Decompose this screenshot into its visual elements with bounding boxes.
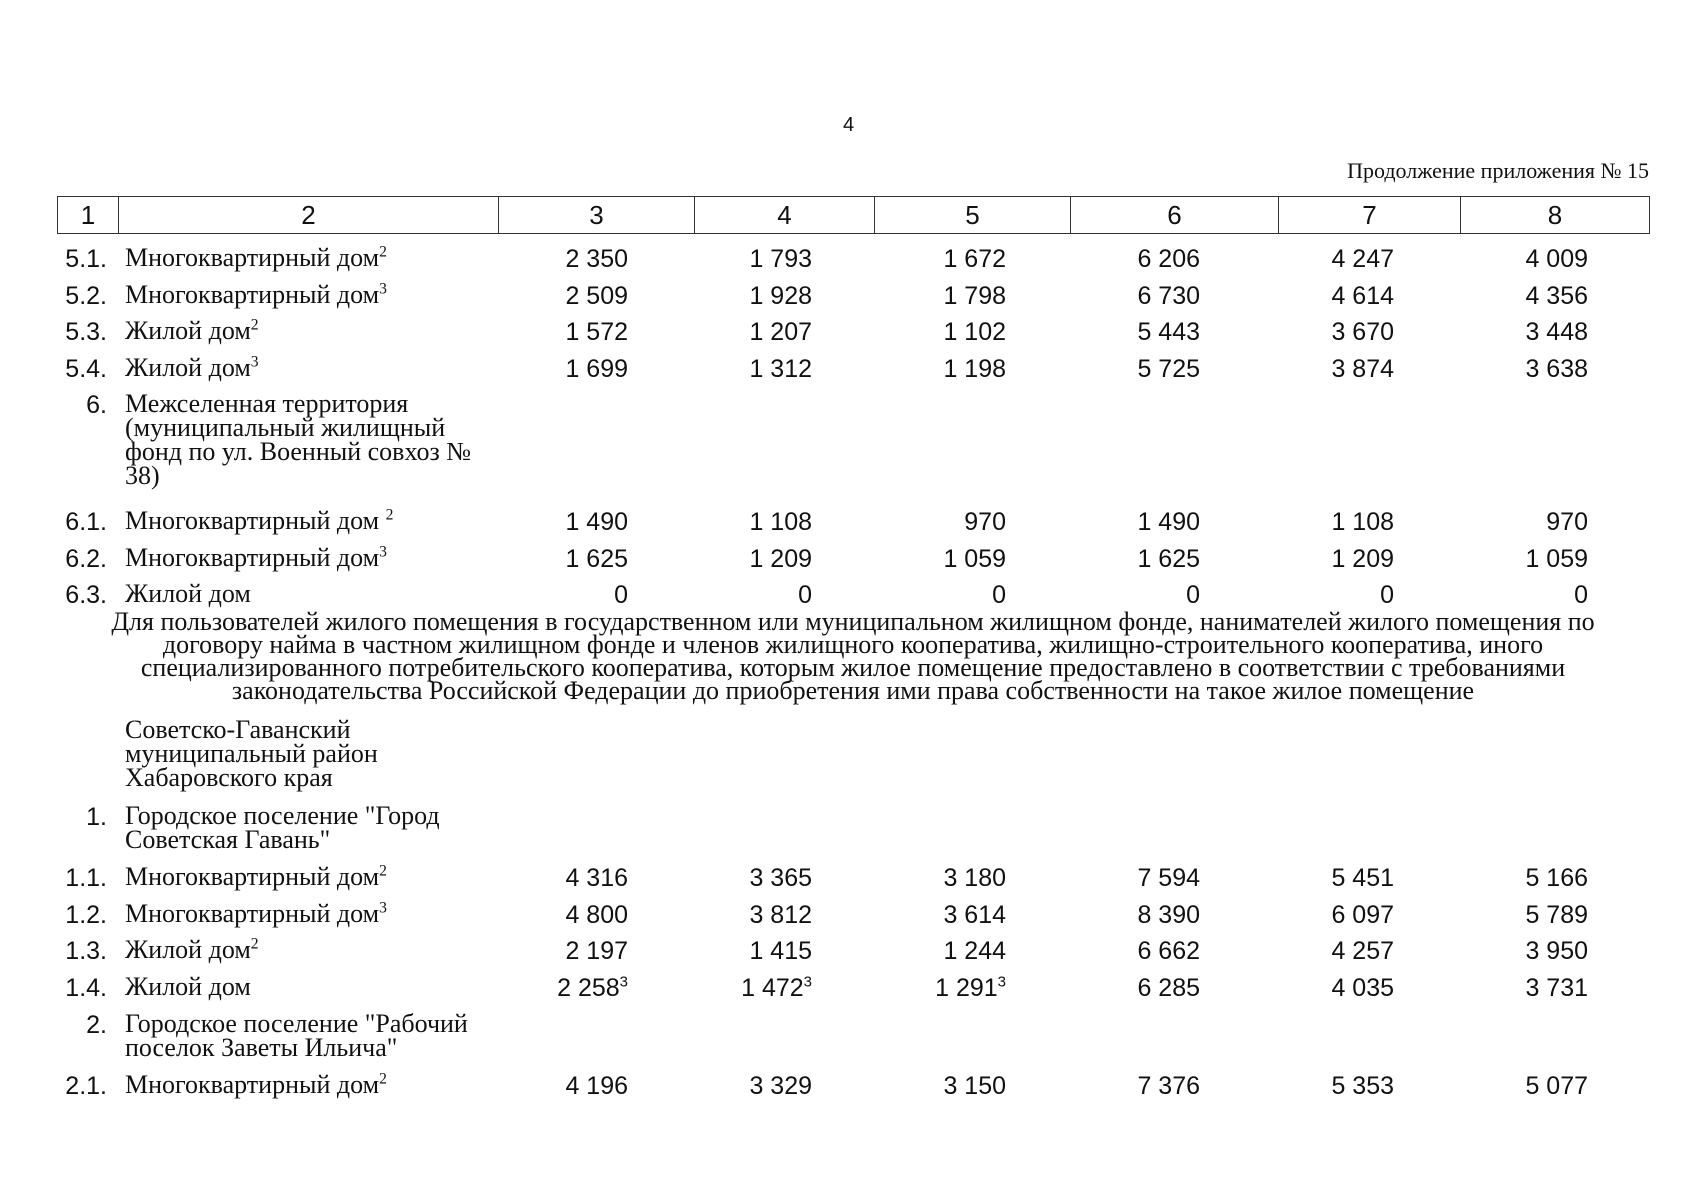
value-text: 3 150 xyxy=(943,1072,1006,1100)
value-cell xyxy=(1040,975,1200,1001)
value-cell xyxy=(468,938,628,964)
row-number: 1.4. xyxy=(65,974,107,1002)
value-cell xyxy=(468,975,628,1001)
column-header-table xyxy=(57,196,1650,234)
value-text: 3 874 xyxy=(1331,355,1394,383)
value-text: 3 329 xyxy=(749,1072,812,1100)
section-description: Для пользователей жилого помещения в государственном или муниципальном жилищном фонде, нанимателей жилого помещения по договору найма в частном жилищном фонде и членов жилищного кооператива, жилищно-строительного кооператива, иного специализированного потребительского кооператива, которым жилое помещение предоставлено в соответствии с требованиями законодательства Российской Федерации до приобретения ими права собственности на такое жилое помещение xyxy=(111,607,1595,705)
value-cell xyxy=(652,975,812,1001)
value-cell xyxy=(1428,283,1588,309)
value-cell xyxy=(846,865,1006,891)
value-text: 4 009 xyxy=(1525,245,1588,273)
row-name-text: Жилой дом xyxy=(125,353,251,382)
footnote-marker: 2 xyxy=(250,935,259,953)
value-text: 4 035 xyxy=(1331,974,1394,1002)
footnote-marker: 2 xyxy=(250,316,259,334)
value-cell xyxy=(1040,283,1200,309)
footnote-marker: 2 xyxy=(379,1070,387,1088)
value-text: 6 662 xyxy=(1137,937,1200,965)
row-name-text: Советско-Гаванский муниципальный район Хабаровского края xyxy=(125,715,378,792)
value-cell xyxy=(1234,582,1394,608)
value-cell xyxy=(1234,319,1394,345)
value-text: 1 490 xyxy=(1137,508,1200,536)
value-cell xyxy=(846,902,1006,928)
value-text: 2 350 xyxy=(565,245,628,273)
value-cell xyxy=(468,509,628,535)
value-cell xyxy=(1428,246,1588,272)
value-cell xyxy=(1040,865,1200,891)
column-header-cell: 1 xyxy=(58,197,119,234)
row-number: 5.4. xyxy=(65,355,107,383)
value-text: 3 614 xyxy=(943,901,1006,929)
row-name xyxy=(125,280,495,309)
value-cell xyxy=(846,1073,1006,1099)
footnote-marker: 3 xyxy=(379,280,387,298)
value-cell xyxy=(1428,1073,1588,1099)
value-cell xyxy=(652,509,812,535)
value-cell xyxy=(1428,975,1588,1001)
row-number: 1.1. xyxy=(65,864,107,892)
row-name xyxy=(125,579,495,608)
value-text: 1 209 xyxy=(749,545,812,573)
footnote-marker: 3 xyxy=(997,973,1006,991)
footnote-marker: 3 xyxy=(619,973,628,991)
value-cell xyxy=(1234,865,1394,891)
value-cell xyxy=(1040,246,1200,272)
row-number: 2. xyxy=(86,1011,107,1039)
row-name-text: Многоквартирный дом xyxy=(125,506,386,535)
row-number: 2.1. xyxy=(65,1072,107,1100)
value-cell xyxy=(652,1073,812,1099)
row-number: 1.3. xyxy=(65,937,107,965)
value-text: 4 257 xyxy=(1331,937,1394,965)
value-text: 1 798 xyxy=(943,282,1006,310)
value-cell xyxy=(652,356,812,382)
column-header-cell: 4 xyxy=(695,197,875,234)
column-header-cell: 5 xyxy=(875,197,1071,234)
row-number: 5.3. xyxy=(65,318,107,346)
footnote-marker: 2 xyxy=(379,243,387,261)
value-text: 3 448 xyxy=(1525,318,1588,346)
value-text: 1 415 xyxy=(749,937,812,965)
column-header-cell: 8 xyxy=(1461,197,1650,234)
value-text: 1 625 xyxy=(565,545,628,573)
value-cell xyxy=(1040,1073,1200,1099)
value-text: 1 699 xyxy=(565,355,628,383)
row-number: 5.2. xyxy=(65,282,107,310)
row-name xyxy=(125,862,495,891)
value-text: 970 xyxy=(964,508,1006,536)
row-name-text: Многоквартирный дом xyxy=(125,1070,380,1099)
value-text: 970 xyxy=(1546,508,1588,536)
value-cell xyxy=(1234,975,1394,1001)
value-cell xyxy=(846,938,1006,964)
value-text: 1 472 xyxy=(741,974,804,1002)
column-header-cell: 6 xyxy=(1071,197,1279,234)
value-text: 3 638 xyxy=(1525,355,1588,383)
value-cell xyxy=(652,283,812,309)
value-cell xyxy=(468,902,628,928)
value-cell xyxy=(1040,546,1200,572)
value-cell xyxy=(652,319,812,345)
value-cell xyxy=(652,246,812,272)
row-name-text: Жилой дом xyxy=(125,972,251,1001)
value-cell xyxy=(1234,1073,1394,1099)
value-cell xyxy=(652,865,812,891)
value-text: 3 950 xyxy=(1525,937,1588,965)
row-name xyxy=(125,353,495,382)
value-cell xyxy=(1428,865,1588,891)
value-text: 1 490 xyxy=(565,508,628,536)
footnote-marker: 3 xyxy=(379,899,387,917)
value-text: 4 800 xyxy=(565,901,628,929)
value-text: 1 793 xyxy=(749,245,812,273)
value-text: 1 625 xyxy=(1137,545,1200,573)
value-cell xyxy=(846,283,1006,309)
value-text: 6 206 xyxy=(1137,245,1200,273)
value-text: 5 725 xyxy=(1137,355,1200,383)
column-header-row xyxy=(58,197,1650,234)
value-text: 3 812 xyxy=(749,901,812,929)
value-text: 1 244 xyxy=(943,937,1006,965)
row-number: 1.2. xyxy=(65,901,107,929)
value-cell xyxy=(1234,902,1394,928)
value-text: 6 730 xyxy=(1137,282,1200,310)
value-text: 5 443 xyxy=(1137,318,1200,346)
row-name-text: Городское поселение "Город Советская Гавань" xyxy=(125,801,440,854)
row-name xyxy=(125,1009,495,1062)
value-text: 3 670 xyxy=(1331,318,1394,346)
row-name-text: Жилой дом xyxy=(125,935,251,964)
value-cell xyxy=(1234,509,1394,535)
value-cell xyxy=(1428,509,1588,535)
value-cell xyxy=(652,938,812,964)
row-name-text: Городское поселение "Рабочий поселок Заветы Ильича" xyxy=(125,1009,468,1062)
value-text: 2 258 xyxy=(557,974,620,1002)
value-text: 2 197 xyxy=(565,937,628,965)
value-text: 1 207 xyxy=(749,318,812,346)
row-name-text: Многоквартирный дом xyxy=(125,280,380,309)
value-text: 1 198 xyxy=(943,355,1006,383)
value-text: 5 353 xyxy=(1331,1072,1394,1100)
value-cell xyxy=(1040,319,1200,345)
value-cell xyxy=(1428,582,1588,608)
value-cell xyxy=(846,356,1006,382)
row-name xyxy=(125,801,495,854)
value-cell xyxy=(652,546,812,572)
value-text: 1 059 xyxy=(1525,545,1588,573)
row-name-text: Жилой дом xyxy=(125,579,251,608)
value-text: 1 108 xyxy=(1331,508,1394,536)
value-cell xyxy=(846,546,1006,572)
row-name-text: Многоквартирный дом xyxy=(125,243,380,272)
value-cell xyxy=(1040,938,1200,964)
row-name xyxy=(125,389,495,490)
value-text: 4 356 xyxy=(1525,282,1588,310)
row-name xyxy=(125,715,495,792)
value-text: 8 390 xyxy=(1137,901,1200,929)
value-text: 0 xyxy=(798,581,812,609)
value-text: 1 102 xyxy=(943,318,1006,346)
value-text: 1 312 xyxy=(749,355,812,383)
value-cell xyxy=(468,356,628,382)
row-name xyxy=(125,506,495,535)
row-name xyxy=(125,935,495,964)
value-text: 4 196 xyxy=(565,1072,628,1100)
footnote-marker: 2 xyxy=(379,862,387,880)
value-text: 3 365 xyxy=(749,864,812,892)
value-text: 4 316 xyxy=(565,864,628,892)
column-header-cell: 3 xyxy=(499,197,695,234)
value-text: 2 509 xyxy=(565,282,628,310)
value-text: 5 451 xyxy=(1331,864,1394,892)
value-cell xyxy=(1234,246,1394,272)
value-cell xyxy=(846,582,1006,608)
value-text: 5 166 xyxy=(1525,864,1588,892)
value-text: 6 097 xyxy=(1331,901,1394,929)
row-number: 6.3. xyxy=(65,581,107,609)
value-cell xyxy=(468,865,628,891)
footnote-marker: 3 xyxy=(803,973,812,991)
row-number: 1. xyxy=(86,803,107,831)
value-text: 0 xyxy=(1574,581,1588,609)
value-cell xyxy=(468,319,628,345)
row-name xyxy=(125,543,495,572)
value-text: 4 614 xyxy=(1331,282,1394,310)
value-cell xyxy=(468,246,628,272)
value-text: 1 291 xyxy=(935,974,998,1002)
value-cell xyxy=(1428,319,1588,345)
value-text: 0 xyxy=(992,581,1006,609)
value-text: 1 672 xyxy=(943,245,1006,273)
value-cell xyxy=(652,902,812,928)
value-cell xyxy=(1428,356,1588,382)
row-number: 6. xyxy=(86,391,107,419)
value-text: 1 059 xyxy=(943,545,1006,573)
row-name-text: Многоквартирный дом xyxy=(125,543,380,572)
value-text: 1 108 xyxy=(749,508,812,536)
value-cell xyxy=(1040,509,1200,535)
value-text: 1 572 xyxy=(565,318,628,346)
column-header-cell: 2 xyxy=(119,197,499,234)
value-text: 7 594 xyxy=(1137,864,1200,892)
value-cell xyxy=(1234,283,1394,309)
value-text: 0 xyxy=(1380,581,1394,609)
footnote-marker: 2 xyxy=(385,506,394,524)
value-cell xyxy=(1428,902,1588,928)
column-header-cell: 7 xyxy=(1279,197,1461,234)
value-cell xyxy=(1040,356,1200,382)
row-name xyxy=(125,316,495,345)
row-name-text: Межселенная территория (муниципальный жилищный фонд по ул. Военный совхоз № 38) xyxy=(125,389,472,490)
value-text: 1 209 xyxy=(1331,545,1394,573)
row-name xyxy=(125,243,495,272)
row-number: 5.1. xyxy=(65,245,107,273)
value-cell xyxy=(846,246,1006,272)
row-name xyxy=(125,1070,495,1099)
value-cell xyxy=(468,546,628,572)
page-number: 4 xyxy=(842,114,855,136)
row-name xyxy=(125,972,495,1001)
value-cell xyxy=(1040,582,1200,608)
row-name-text: Жилой дом xyxy=(125,316,251,345)
value-cell xyxy=(846,975,1006,1001)
value-cell xyxy=(1234,938,1394,964)
value-text: 0 xyxy=(614,581,628,609)
value-text: 0 xyxy=(1186,581,1200,609)
value-cell xyxy=(1234,356,1394,382)
value-text: 3 180 xyxy=(943,864,1006,892)
continuation-label: Продолжение приложения № 15 xyxy=(1347,158,1649,183)
value-cell xyxy=(1234,546,1394,572)
footnote-marker: 3 xyxy=(379,543,387,561)
value-text: 5 789 xyxy=(1525,901,1588,929)
value-text: 3 731 xyxy=(1525,974,1588,1002)
value-cell xyxy=(846,319,1006,345)
value-cell xyxy=(468,1073,628,1099)
row-name-text: Многоквартирный дом xyxy=(125,862,380,891)
value-cell xyxy=(1428,938,1588,964)
value-text: 5 077 xyxy=(1525,1072,1588,1100)
row-number: 6.1. xyxy=(65,508,107,536)
row-name xyxy=(125,899,495,928)
value-cell xyxy=(468,283,628,309)
value-text: 7 376 xyxy=(1137,1072,1200,1100)
footnote-marker: 3 xyxy=(250,353,259,371)
value-cell xyxy=(468,582,628,608)
value-text: 1 928 xyxy=(749,282,812,310)
value-cell xyxy=(652,582,812,608)
value-cell xyxy=(1428,546,1588,572)
row-name-text: Многоквартирный дом xyxy=(125,899,380,928)
row-number: 6.2. xyxy=(65,545,107,573)
value-cell xyxy=(1040,902,1200,928)
value-cell xyxy=(846,509,1006,535)
value-text: 6 285 xyxy=(1137,974,1200,1002)
value-text: 4 247 xyxy=(1331,245,1394,273)
